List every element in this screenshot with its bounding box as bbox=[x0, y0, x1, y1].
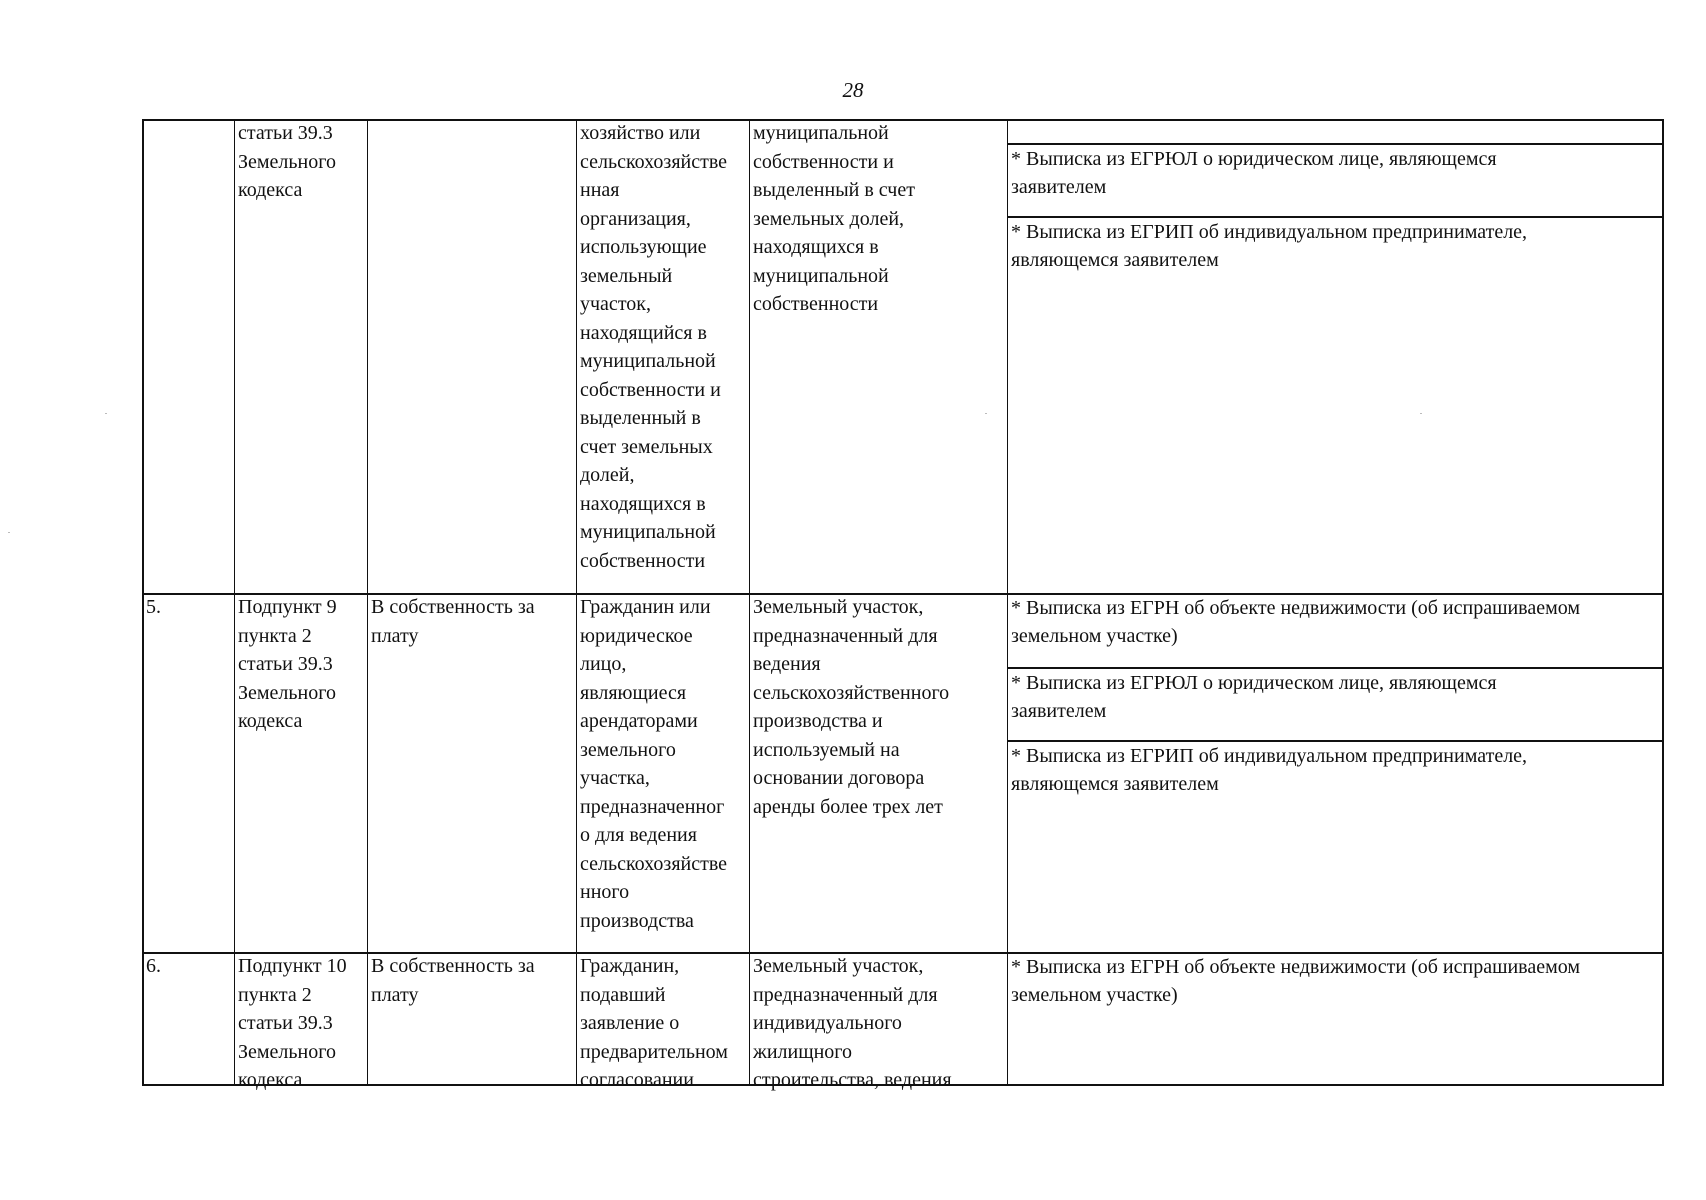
row-object: Земельный участок, предназначенный для индивидуального жилищного строительства, ведения bbox=[753, 955, 952, 1091]
row-basis: Подпункт 9 пункта 2 статьи 39.3 Земельного кодекса bbox=[238, 596, 337, 732]
row-form: В собственность за плату bbox=[371, 955, 535, 1006]
column-divider bbox=[234, 121, 235, 1084]
scan-speck bbox=[985, 413, 987, 414]
row-basis: Подпункт 10 пункта 2 статьи 39.3 Земельного кодекса bbox=[238, 955, 347, 1091]
row-object: Земельный участок, предназначенный для ведения сельскохозяйственного производства и используемый на основании договора аренды более трех лет bbox=[753, 596, 950, 818]
row-number: 5. bbox=[146, 596, 161, 618]
column-divider bbox=[1007, 121, 1008, 1084]
row-applicant: Гражданин или юридическое лицо, являющиеся арендаторами земельного участка, предназначенног о для ведения сельскохозяйстве нного производства bbox=[580, 596, 728, 932]
row-object: муниципальной собственности и выделенный в счет земельных долей, находящихся в муниципальной собственности bbox=[753, 122, 915, 315]
documents-table bbox=[142, 119, 1664, 1091]
column-divider bbox=[576, 121, 577, 1084]
column-divider bbox=[367, 121, 368, 1084]
doc-item: * Выписка из ЕГРИП об индивидуальном предпринимателе, являющемся заявителем bbox=[1011, 221, 1528, 271]
row-number: 6. bbox=[146, 955, 161, 977]
row-form: В собственность за плату bbox=[371, 596, 535, 647]
row-basis: статьи 39.3 Земельного кодекса bbox=[238, 122, 336, 201]
page-number: 28 bbox=[842, 78, 864, 102]
doc-item: * Выписка из ЕГРН об объекте недвижимости (об испрашиваемом земельном участке) bbox=[1011, 956, 1581, 1006]
doc-item: * Выписка из ЕГРИП об индивидуальном предпринимателе, являющемся заявителем bbox=[1011, 745, 1528, 795]
row-applicant: Гражданин, подавший заявление о предварительном согласовании bbox=[580, 955, 728, 1091]
scan-speck bbox=[105, 413, 107, 414]
doc-item: * Выписка из ЕГРЮЛ о юридическом лице, являющемся заявителем bbox=[1011, 672, 1497, 722]
doc-item: * Выписка из ЕГРН об объекте недвижимости (об испрашиваемом земельном участке) bbox=[1011, 597, 1581, 647]
doc-item: * Выписка из ЕГРЮЛ о юридическом лице, являющемся заявителем bbox=[1011, 148, 1497, 198]
scan-speck bbox=[8, 532, 10, 533]
scan-speck bbox=[1420, 413, 1422, 414]
row-applicant: хозяйство или сельскохозяйстве нная организация, использующие земельный участок, находящийся в муниципальной собственности и выделенный в счет земельных долей, находящихся в муниципальной собственности bbox=[580, 122, 728, 572]
